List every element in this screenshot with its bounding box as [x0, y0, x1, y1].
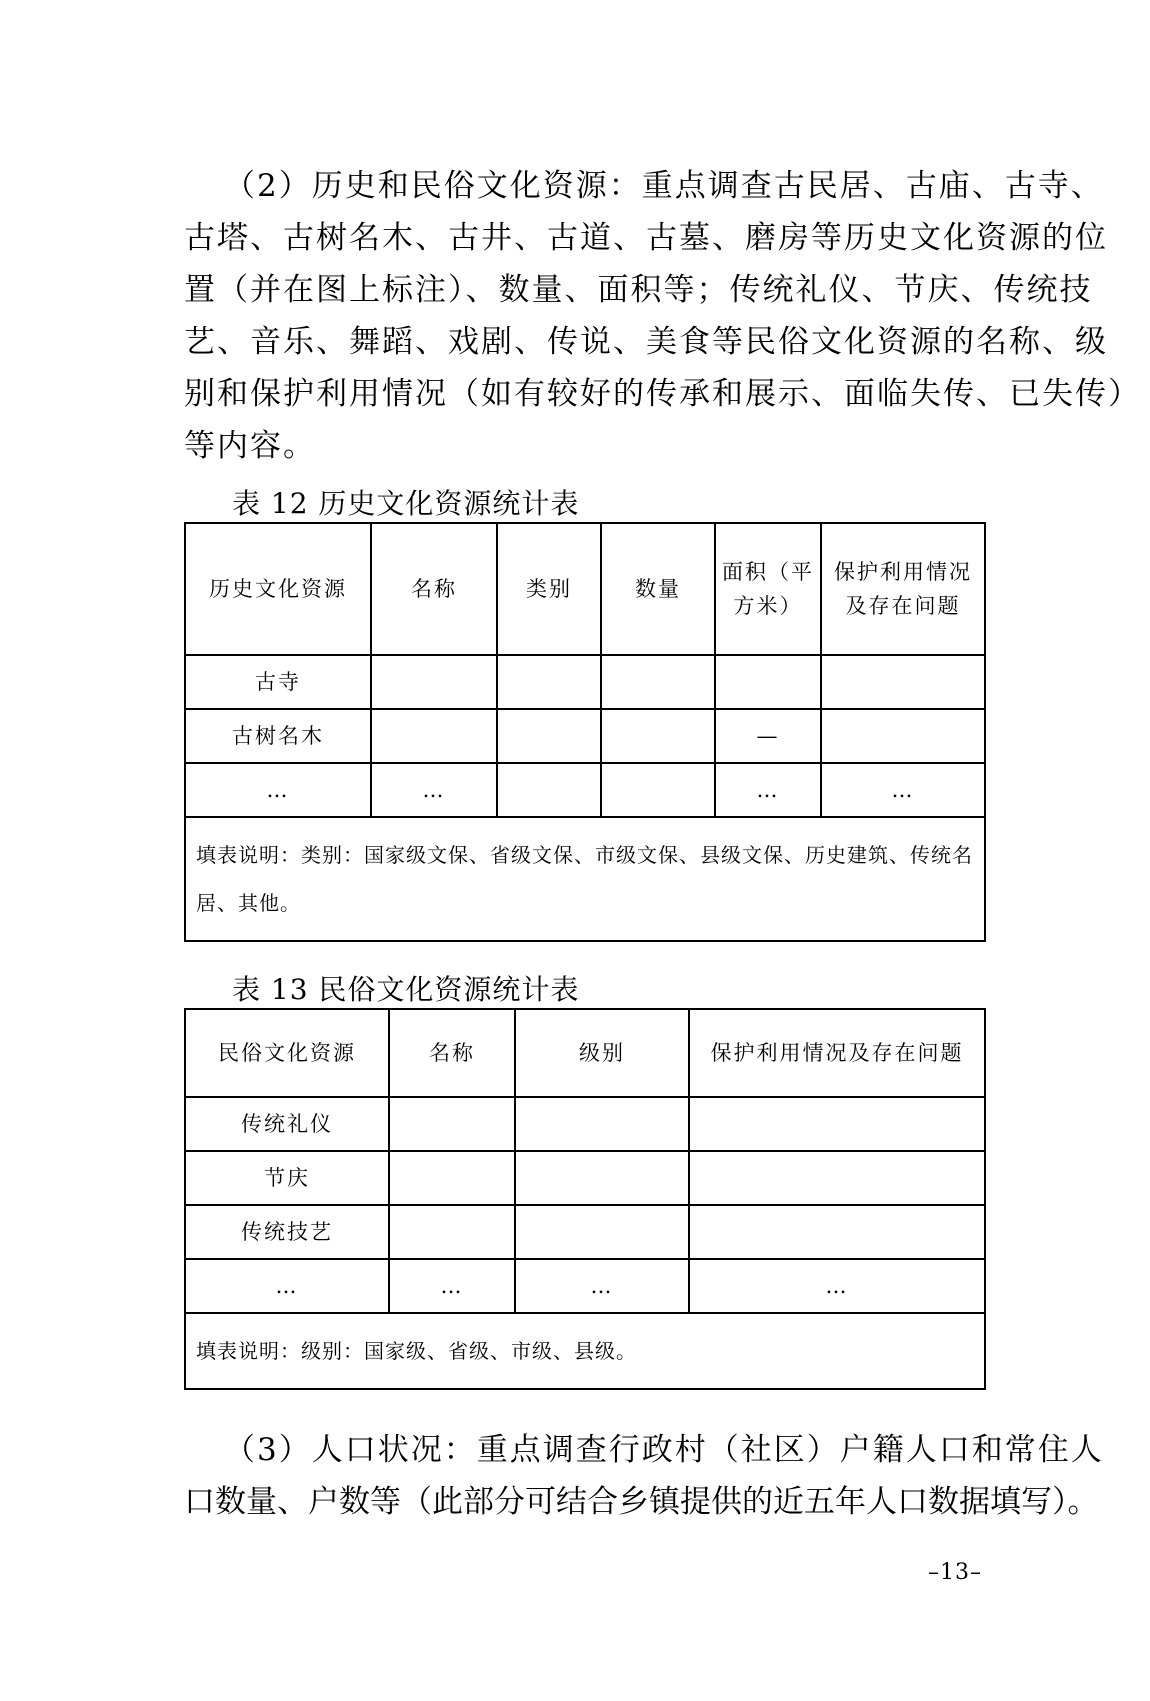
table-cell: [515, 1097, 689, 1151]
table-cell: 古树名木: [185, 709, 371, 763]
table-note-row: [185, 1313, 985, 1389]
table-cell: 传统技艺: [185, 1205, 389, 1259]
table-cell: …: [515, 1259, 689, 1313]
table-cell: …: [821, 763, 985, 817]
paragraph-line: 口数量、户数等（此部分可结合乡镇提供的近五年人口数据填写）。: [184, 1484, 1099, 1520]
table-cell: [497, 655, 601, 709]
table-cell: [821, 655, 985, 709]
paragraph-population: [184, 1424, 1104, 1528]
table-cell: —: [715, 709, 821, 763]
table-cell: …: [185, 763, 371, 817]
table-row: [185, 763, 985, 817]
table-row: [185, 1097, 985, 1151]
table-cell: [515, 1151, 689, 1205]
paragraph-historical-folk: [184, 160, 1141, 472]
table-row: [185, 1151, 985, 1205]
table-header-row: [185, 1009, 985, 1097]
paragraph-line: 艺、音乐、舞蹈、戏剧、传说、美食等民俗文化资源的名称、级: [184, 324, 1108, 360]
paragraph-line: （2）历史和民俗文化资源：重点调查古民居、古庙、古寺、: [224, 168, 1104, 204]
table-cell: 古寺: [185, 655, 371, 709]
table-cell: [689, 1097, 985, 1151]
table-cell: 节庆: [185, 1151, 389, 1205]
table-row: [185, 1259, 985, 1313]
table-cell: [371, 709, 497, 763]
table-cell: …: [689, 1259, 985, 1313]
table-cell: [689, 1205, 985, 1259]
paragraph-line: 等内容。: [184, 428, 316, 464]
table-cell: [497, 763, 601, 817]
paragraph-line: 古塔、古树名木、古井、古道、古墓、磨房等历史文化资源的位: [184, 220, 1108, 256]
table-note-row: [185, 817, 985, 941]
table-cell: …: [371, 763, 497, 817]
table12-caption: 表 12 历史文化资源统计表: [232, 487, 580, 520]
table-cell: [389, 1205, 515, 1259]
table-cell: 传统礼仪: [185, 1097, 389, 1151]
table-cell: [601, 655, 715, 709]
paragraph-line: 别和保护利用情况（如有较好的传承和展示、面临失传、已失传）: [184, 376, 1141, 412]
table-cell: [371, 655, 497, 709]
table-cell: …: [185, 1259, 389, 1313]
header-cell: 级别: [515, 1009, 689, 1097]
table-cell: …: [389, 1259, 515, 1313]
table-cell: [715, 655, 821, 709]
table-row: [185, 709, 985, 763]
table-note: 填表说明：级别：国家级、省级、市级、县级。: [185, 1313, 985, 1389]
table-row: [185, 1205, 985, 1259]
table-cell: [389, 1151, 515, 1205]
table-cell: [389, 1097, 515, 1151]
header-cell: 保护利用情况及存在问题: [689, 1009, 985, 1097]
header-cell: 保护利用情况及存在问题: [821, 523, 985, 655]
paragraph-line: （3）人口状况：重点调查行政村（社区）户籍人口和常住人: [224, 1432, 1104, 1468]
header-cell: 类别: [497, 523, 601, 655]
header-cell: 民俗文化资源: [185, 1009, 389, 1097]
table-cell: [515, 1205, 689, 1259]
header-cell: 数量: [601, 523, 715, 655]
header-cell: 名称: [371, 523, 497, 655]
table-cell: [689, 1151, 985, 1205]
header-cell: 名称: [389, 1009, 515, 1097]
table12-historical-resources: [184, 522, 986, 942]
header-cell: 面积（平方米）: [715, 523, 821, 655]
header-cell: 历史文化资源: [185, 523, 371, 655]
page-number: –13–: [928, 1560, 982, 1585]
table-cell: [601, 763, 715, 817]
table-row: [185, 655, 985, 709]
table-note: 填表说明：类别：国家级文保、省级文保、市级文保、县级文保、历史建筑、传统名居、其他。: [185, 817, 985, 941]
table13-folk-resources: [184, 1008, 986, 1390]
table13-caption: 表 13 民俗文化资源统计表: [232, 973, 580, 1006]
table-cell: [601, 709, 715, 763]
table-cell: …: [715, 763, 821, 817]
paragraph-line: 置（并在图上标注）、数量、面积等；传统礼仪、节庆、传统技: [184, 272, 1093, 308]
table-header-row: [185, 523, 985, 655]
table-cell: [497, 709, 601, 763]
table-cell: [821, 709, 985, 763]
